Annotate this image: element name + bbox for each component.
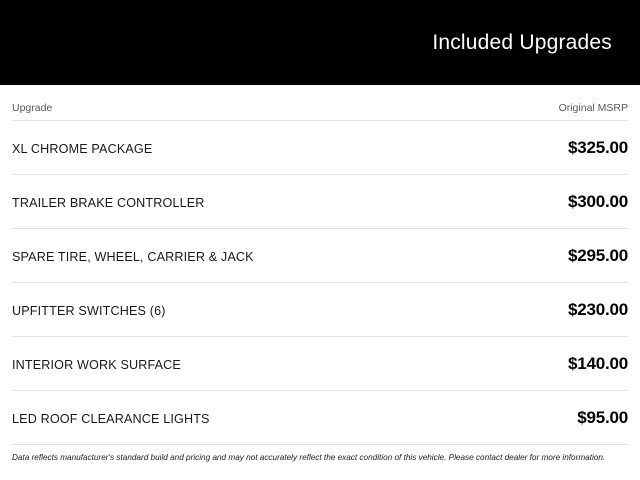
column-header-msrp: Original MSRP <box>558 102 628 114</box>
upgrade-name: UPFITTER SWITCHES (6) <box>12 304 166 318</box>
upgrade-price: $140.00 <box>567 354 628 373</box>
upgrades-table <box>12 120 628 444</box>
table-column-headers <box>12 85 628 120</box>
upgrade-name: TRAILER BRAKE CONTROLLER <box>12 196 205 210</box>
table-row <box>12 282 628 336</box>
page-title: Included Upgrades <box>432 30 612 54</box>
upgrade-name: INTERIOR WORK SURFACE <box>12 358 181 372</box>
upgrade-price: $230.00 <box>567 300 628 319</box>
upgrade-name: LED ROOF CLEARANCE LIGHTS <box>12 412 210 426</box>
page-header <box>0 0 640 85</box>
column-header-upgrade: Upgrade <box>12 102 53 114</box>
disclaimer-text: Data reflects manufacturer's standard build and pricing and may not accurately reflect the exact condition of this vehicle. Please contact dealer for more information. <box>12 444 628 464</box>
upgrade-price: $295.00 <box>567 246 628 265</box>
upgrade-name: SPARE TIRE, WHEEL, CARRIER & JACK <box>12 250 254 264</box>
table-row <box>12 390 628 444</box>
table-row <box>12 336 628 390</box>
table-row <box>12 174 628 228</box>
table-row <box>12 120 628 174</box>
upgrades-content <box>0 85 640 464</box>
table-row <box>12 228 628 282</box>
upgrade-price: $95.00 <box>577 408 628 427</box>
upgrade-price: $325.00 <box>567 138 628 157</box>
upgrade-price: $300.00 <box>567 192 628 211</box>
upgrade-name: XL CHROME PACKAGE <box>12 142 153 156</box>
